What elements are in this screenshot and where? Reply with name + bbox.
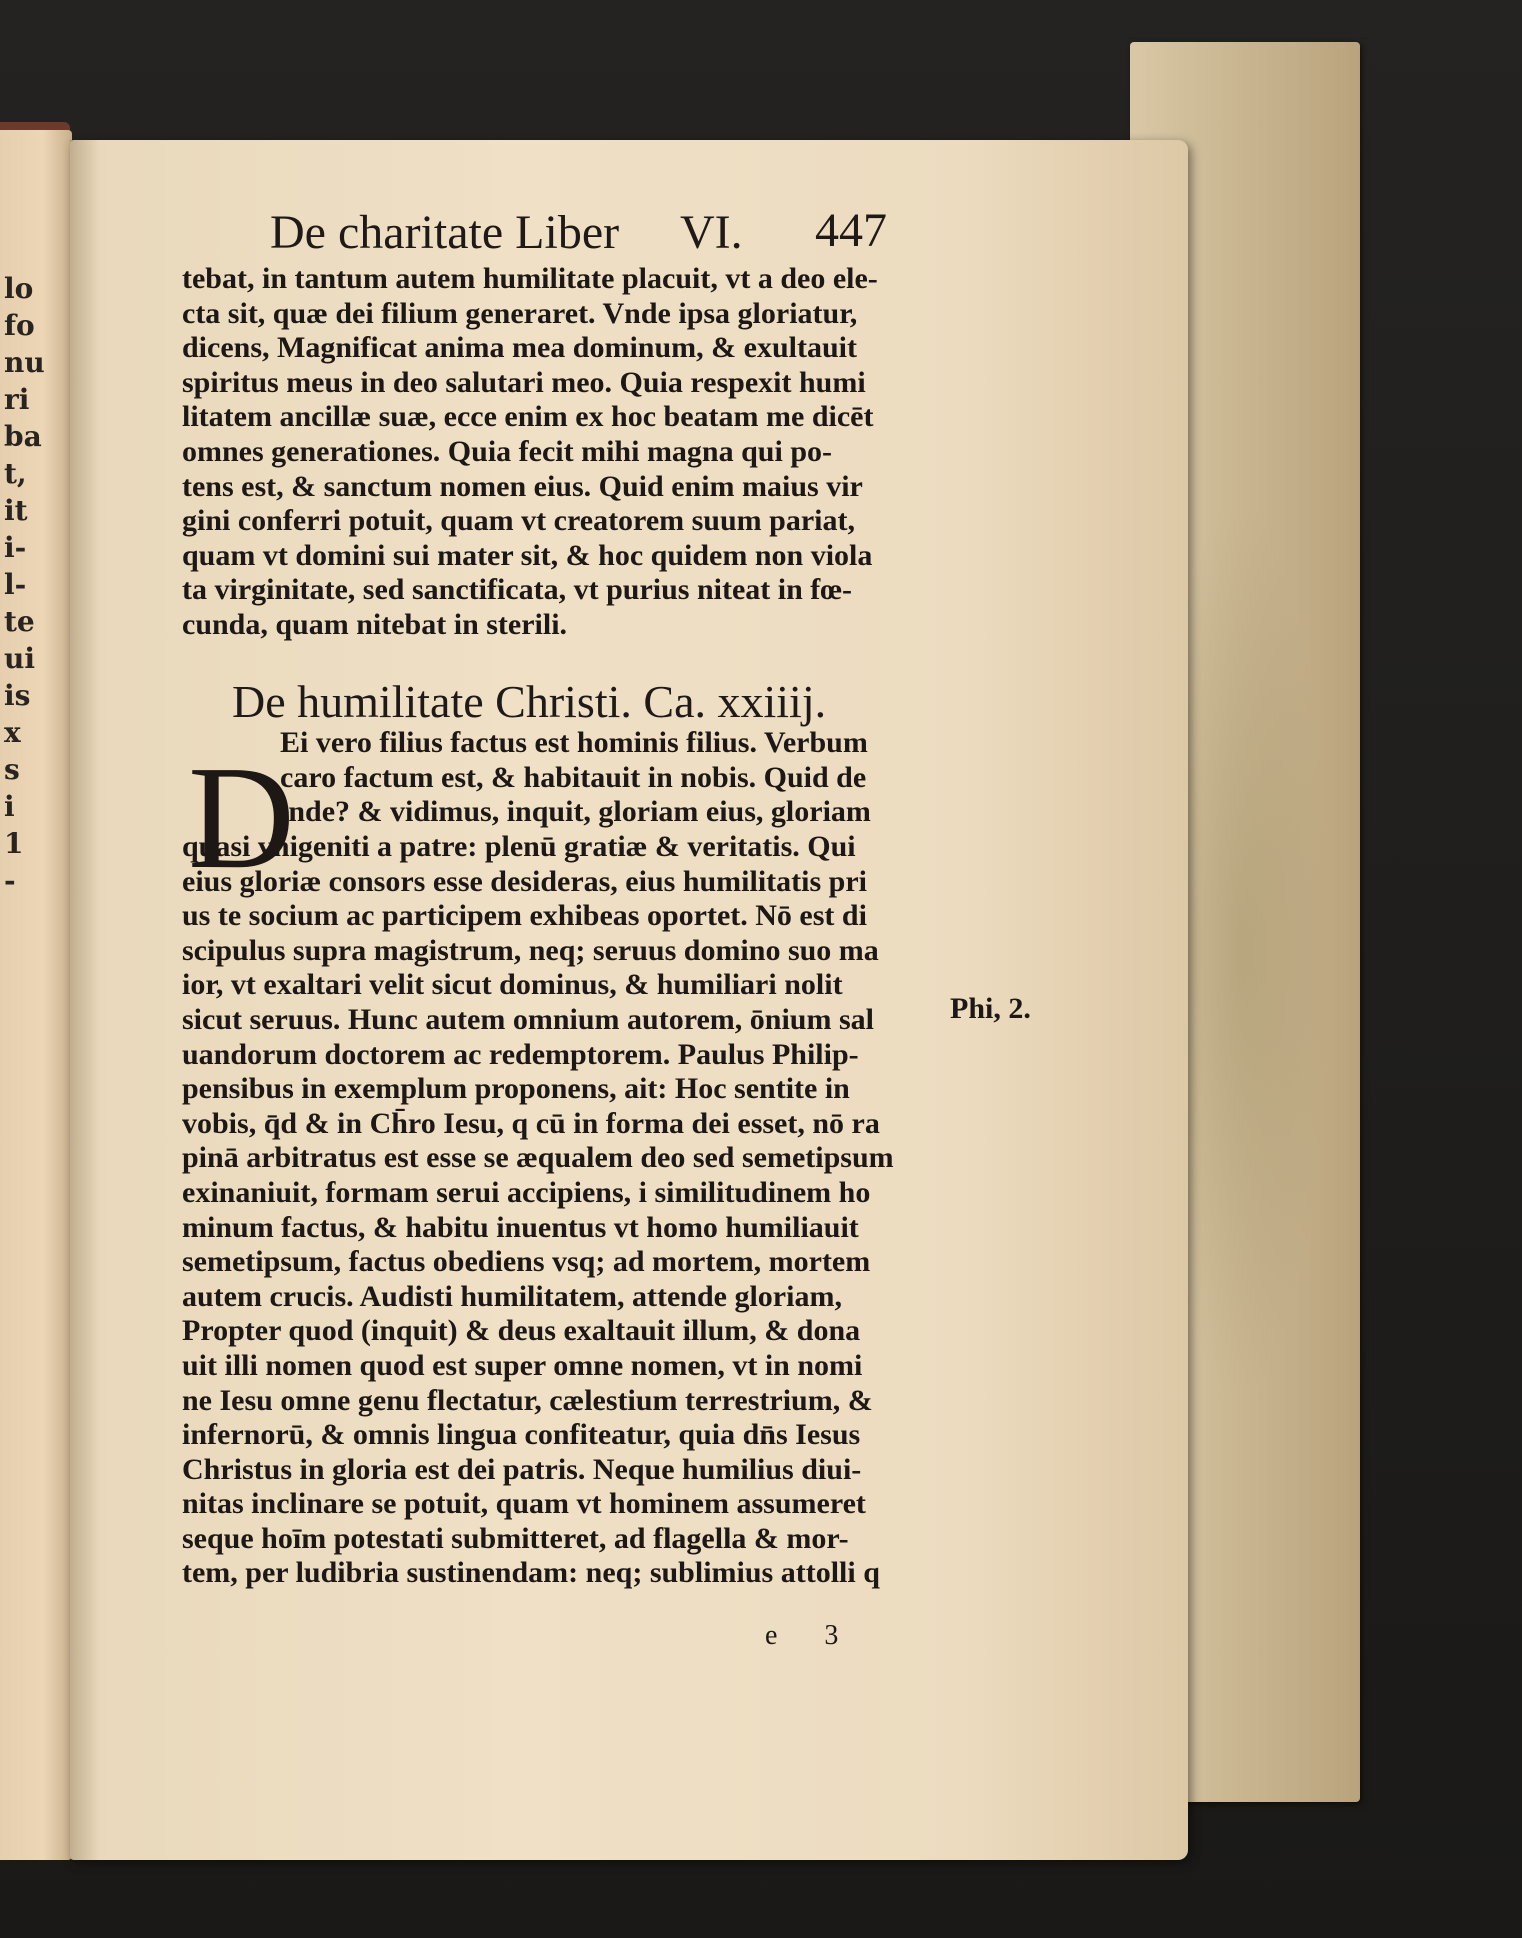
- signature-mark: e 3: [765, 1620, 859, 1651]
- text-line: scipulus supra magistrum, neq; seruus domino suo ma: [182, 933, 879, 967]
- text-line: eius gloriæ consors esse desideras, eius humilitatis pri: [182, 864, 868, 898]
- paragraph-2: [182, 830, 952, 1591]
- text-line: dicens, Magnificat anima mea dominum, & exultauit: [182, 331, 857, 365]
- left-page-fragment: nu: [4, 346, 45, 379]
- text-line: uit illi nomen quod est super omne nomen, vt in nomi: [182, 1348, 863, 1382]
- left-page-fragment: i-: [4, 531, 27, 564]
- left-page-fragment: ri: [4, 383, 30, 416]
- left-page-fragment: fo: [4, 309, 35, 342]
- text-line: quam vt domini sui mater sit, & hoc quidem non viola: [182, 538, 873, 572]
- text-line: seque hoīm potestati submitteret, ad flagella & mor-: [182, 1521, 849, 1555]
- text-line: tebat, in tantum autem humilitate placuit, vt a deo ele-: [182, 262, 878, 295]
- left-page-fragment: lo: [4, 272, 34, 305]
- left-page-fragment: t,: [4, 457, 27, 490]
- text-line: cunda, quam nitebat in sterili.: [182, 607, 568, 641]
- text-line: autem crucis. Audisti humilitatem, attende gloriam,: [182, 1279, 842, 1313]
- text-line: Christus in gloria est dei patris. Neque humilius diui-: [182, 1452, 862, 1486]
- text-line: gini conferri potuit, quam vt creatorem suum pariat,: [182, 504, 855, 538]
- text-line: semetipsum, factus obediens vsq; ad mortem, mortem: [182, 1245, 871, 1279]
- running-header: [270, 205, 920, 265]
- text-line: infernorū, & omnis lingua confiteatur, quia dn̄s Iesus: [182, 1418, 861, 1452]
- text-line: nitas inclinare se potuit, quam vt hominem assumeret: [182, 1487, 866, 1521]
- text-line: pinā arbitratus est esse se æqualem deo sed semetipsum: [182, 1141, 894, 1175]
- text-line: uandorum doctorem ac redemptorem. Paulus Philip-: [182, 1037, 859, 1071]
- left-page-fragment: -: [4, 864, 16, 897]
- text-line: ta virginitate, sed sanctificata, vt purius niteat in fœ-: [182, 573, 852, 607]
- chapter-heading: De humilitate Christi. Ca. xxiiij.: [232, 676, 827, 727]
- text-line: cta sit, quæ dei filium generaret. Vnde ipsa gloriatur,: [182, 296, 858, 330]
- text-line: Propter quod (inquit) & deus exaltauit illum, & dona: [182, 1314, 861, 1348]
- paragraph-1: [182, 262, 952, 643]
- left-page-fragment: 1: [4, 827, 24, 860]
- text-line: minum factus, & habitu inuentus vt homo humiliauit: [182, 1210, 859, 1244]
- text-line: vobis, q̄d & in Ch̄ro Iesu, q cū in forma dei esset, nō ra: [182, 1106, 880, 1140]
- left-page-fragment: l-: [4, 568, 27, 601]
- text-line: ne Iesu omne genu flectatur, cælestium terrestrium, &: [182, 1383, 873, 1417]
- running-title: De charitate Liber: [270, 206, 620, 259]
- text-line: exinaniuit, formam serui accipiens, i similitudinem ho: [182, 1175, 871, 1209]
- gutter-shadow: [70, 140, 100, 1860]
- text-line: quasi vnigeniti a patre: plenū gratiæ & veritatis. Qui: [182, 830, 856, 863]
- text-line: litatem ancillæ suæ, ecce enim ex hoc beatam me dicēt: [182, 400, 874, 434]
- book-number: VI.: [680, 206, 743, 259]
- left-page-fragment: it: [4, 494, 28, 527]
- text-line: omnes generationes. Quia fecit mihi magna qui po-: [182, 434, 832, 468]
- page-number: 447: [815, 204, 887, 257]
- text-line: caro factum est, & habitauit in nobis. Quid de: [280, 760, 867, 794]
- paragraph-2-indented-lines: [280, 726, 960, 830]
- left-page-fragment: s: [4, 753, 20, 786]
- text-line: spiritus meus in deo salutari meo. Quia respexit humi: [182, 365, 866, 399]
- text-line: ior, vt exaltari velit sicut dominus, & humiliari nolit: [182, 968, 843, 1002]
- text-line: us te socium ac participem exhibeas oportet. Nō est di: [182, 899, 867, 933]
- drop-capital: D: [188, 736, 295, 900]
- text-line: Ei vero filius factus est hominis filius. Verbum: [280, 726, 868, 759]
- text-line: pensibus in exemplum proponens, ait: Hoc sentite in: [182, 1072, 850, 1106]
- left-page-fragment: is: [4, 679, 31, 712]
- left-page-fragment: ui: [4, 642, 35, 675]
- left-page-fragment: i: [4, 790, 15, 823]
- left-page-text-fragments: [4, 270, 64, 899]
- left-page-fragment: ba: [4, 420, 42, 453]
- text-line: tem, per ludibria sustinendam: neq; sublimius attolli q: [182, 1556, 880, 1590]
- text-line: inde? & vidimus, inquit, gloriam eius, gloriam: [280, 795, 871, 829]
- left-page-fragment: te: [4, 605, 35, 638]
- text-line: tens est, & sanctum nomen eius. Quid enim maius vir: [182, 469, 863, 503]
- left-page-fragment: x: [4, 716, 21, 749]
- text-line: sicut seruus. Hunc autem omnium autorem, ōnium sal: [182, 1002, 874, 1036]
- cover-stain: [1180, 500, 1330, 1400]
- marginal-note: Phi, 2.: [950, 992, 1031, 1025]
